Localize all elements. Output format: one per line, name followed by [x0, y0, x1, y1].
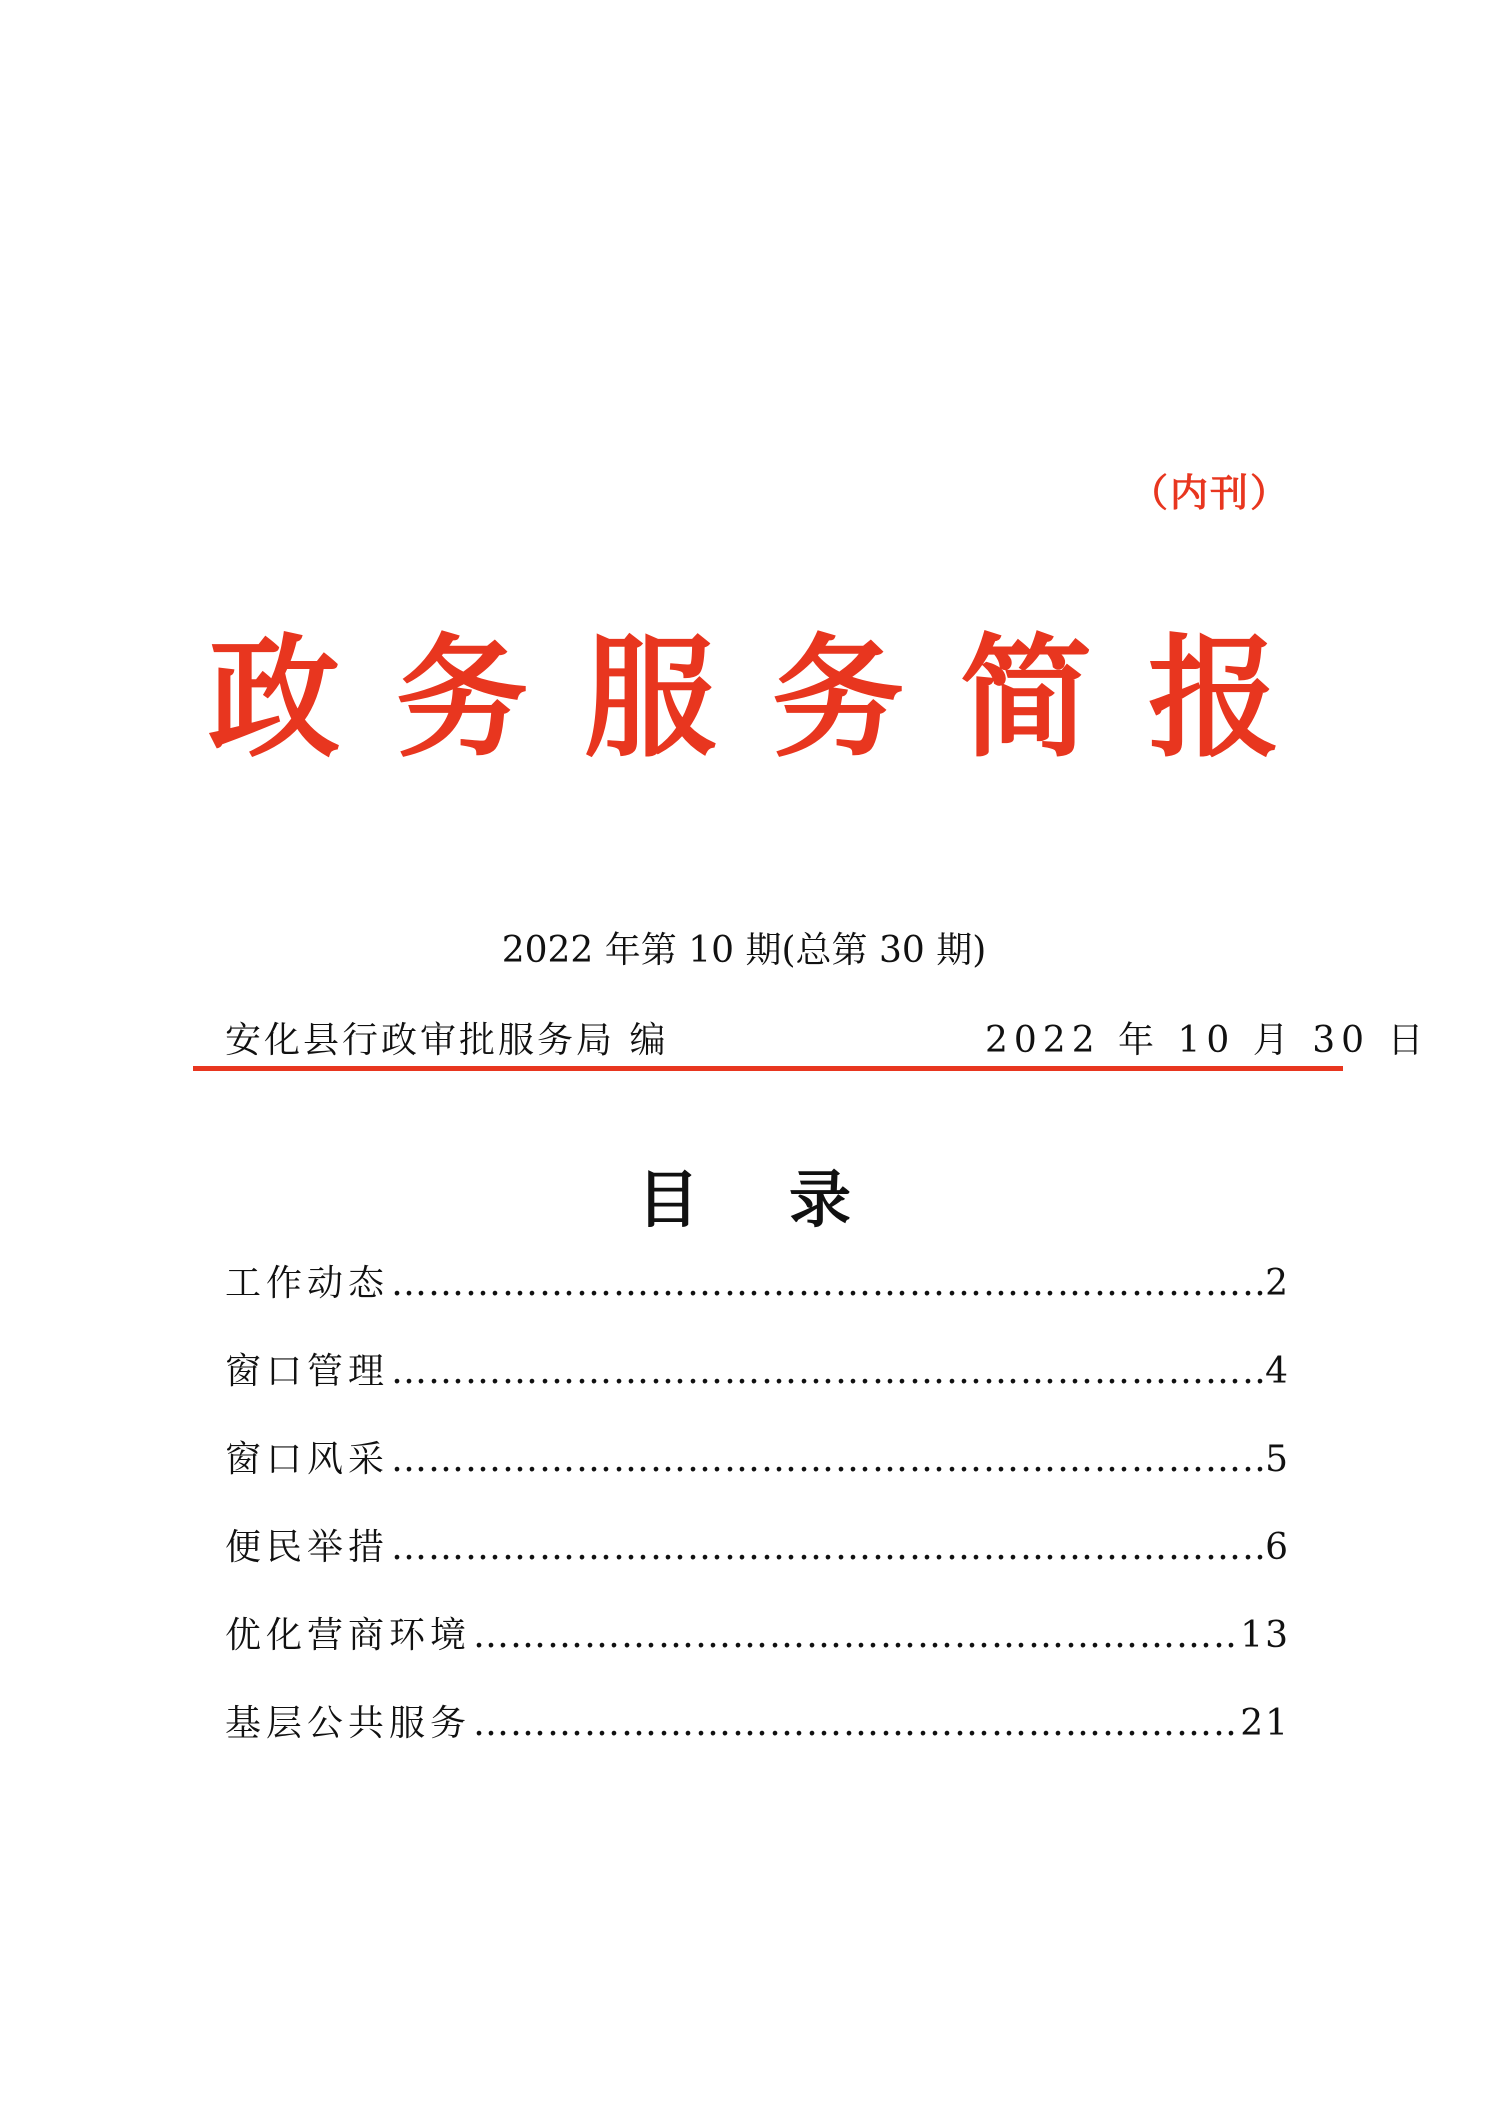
internal-publication-tag: （内刊）	[1130, 470, 1291, 515]
toc-entry-page: 13	[1240, 1615, 1290, 1656]
toc-entry-label: 工作动态	[225, 1263, 390, 1304]
toc-entry-label: 基层公共服务	[225, 1703, 472, 1744]
toc-entry-page: 21	[1240, 1703, 1290, 1744]
toc-entry-page: 4	[1265, 1351, 1290, 1392]
toc-entry-label: 便民举措	[225, 1527, 390, 1568]
toc-dot-leader	[473, 1615, 1238, 1656]
toc-dot-leader	[391, 1527, 1263, 1568]
toc-entry-label: 窗口管理	[225, 1351, 390, 1392]
editor-line: 安化县行政审批服务局 编	[225, 1020, 669, 1061]
toc-entry-label: 优化营商环境	[225, 1615, 472, 1656]
toc-dot-leader	[391, 1351, 1263, 1392]
table-of-contents	[225, 1255, 1290, 1783]
toc-entry-page: 6	[1265, 1527, 1290, 1568]
toc-dot-leader	[473, 1703, 1238, 1744]
red-divider	[193, 1066, 1343, 1071]
issue-number: 2022 年第 10 期(总第 30 期)	[501, 930, 987, 971]
toc-entry-page: 2	[1265, 1263, 1290, 1304]
toc-entry[interactable]	[225, 1431, 1290, 1519]
toc-dot-leader	[391, 1263, 1263, 1304]
toc-entry[interactable]	[225, 1343, 1290, 1431]
toc-entry-label: 窗口风采	[225, 1439, 390, 1480]
toc-heading: 目录	[636, 1163, 941, 1236]
toc-dot-leader	[391, 1439, 1263, 1480]
toc-entry[interactable]	[225, 1695, 1290, 1783]
publication-date: 2022 年 10 月 30 日	[985, 1020, 1430, 1061]
toc-entry[interactable]	[225, 1255, 1290, 1343]
bulletin-title: 政务服务简报	[208, 621, 1336, 776]
toc-entry-page: 5	[1265, 1439, 1290, 1480]
toc-entry[interactable]	[225, 1607, 1290, 1695]
toc-entry[interactable]	[225, 1519, 1290, 1607]
